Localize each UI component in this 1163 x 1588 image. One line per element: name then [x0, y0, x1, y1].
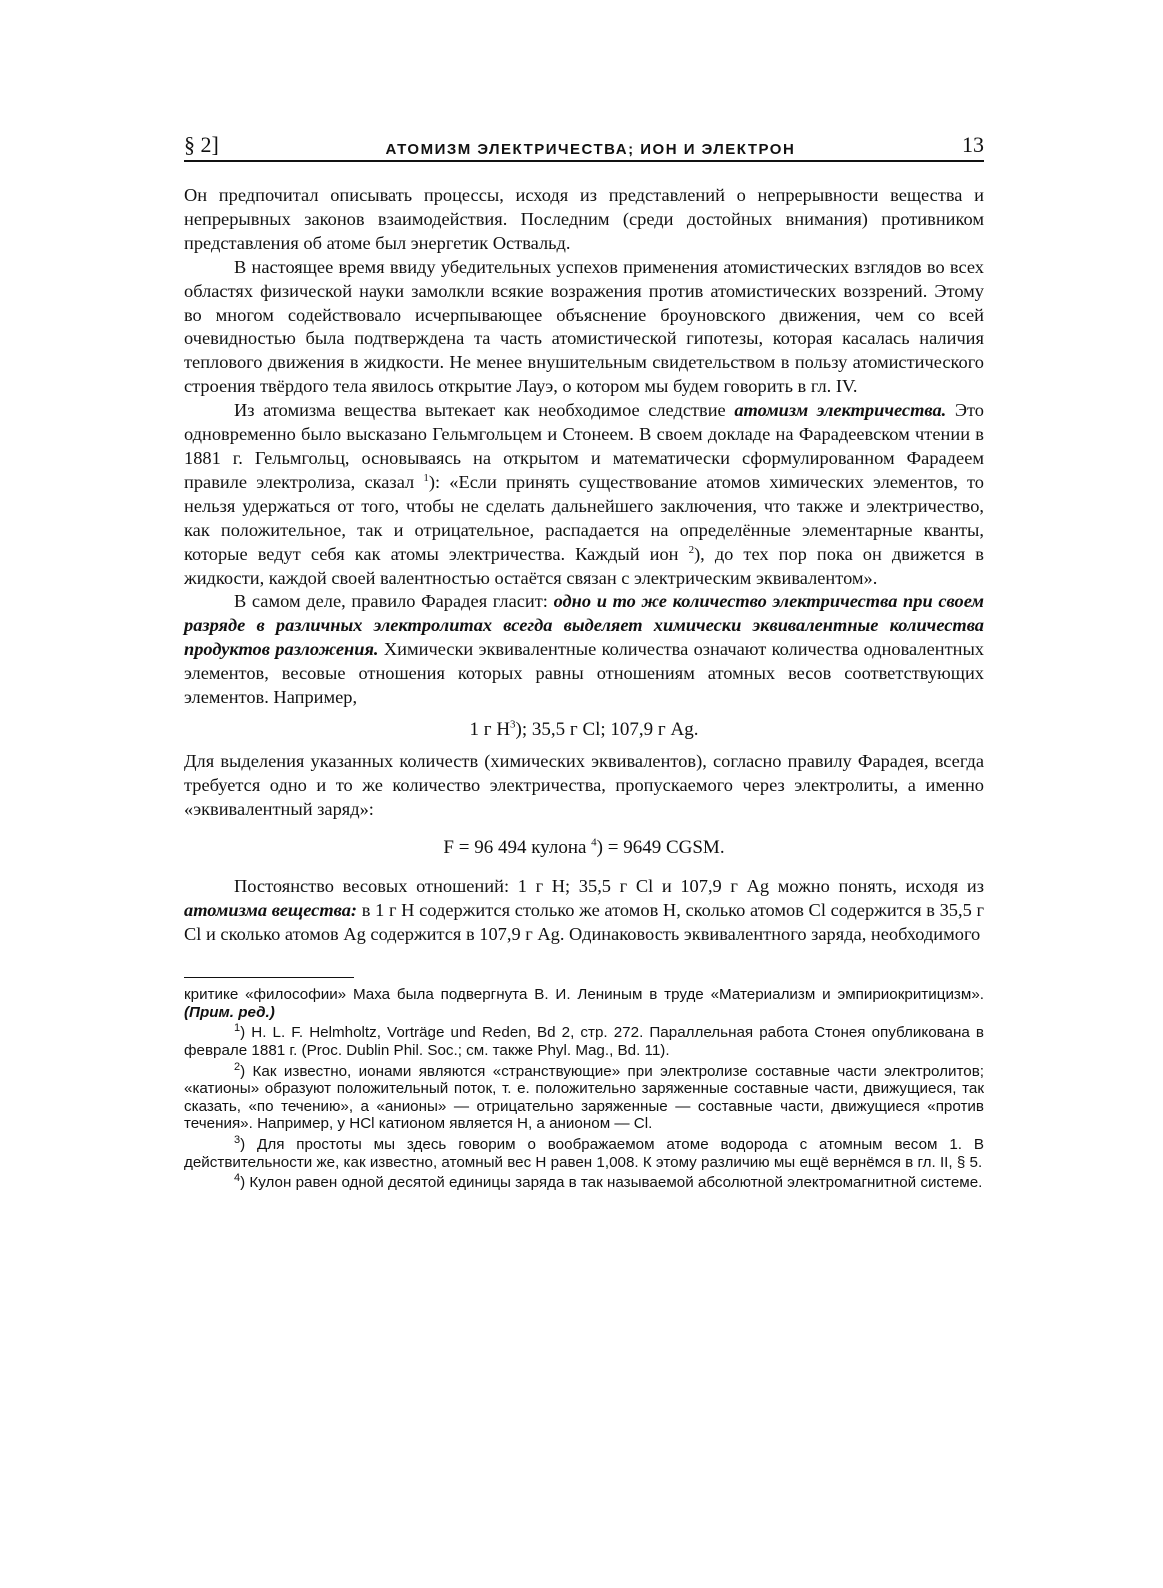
paragraph: В настоящее время ввиду убедительных успехов применения атомистических взглядов во всех областях физической науки замолкли всякие возражения против атомистических воззрений. Этому во многом содействовало исчерпывающее объяснение броуновского движения, чем со всей очевидностью была подтверждена та часть атомистической гипотезы, которая касалась наличия теплового движения в жидкости. Не менее внушительным свидетельством в пользу атомистического строения твёрдого тела явилось открытие Лауэ, о котором мы будем говорить в гл. IV.	[184, 256, 984, 397]
book-page	[184, 128, 984, 1195]
footnote-ref: 1	[423, 471, 429, 484]
page-number: 13	[962, 132, 984, 157]
emphasis: одно и то же количество электричества при своем разряде в различных электролитах всегда выделяет химически эквивалентные количества продуктов разложения.	[184, 591, 984, 660]
formula-faraday: F = 96 494 кулона $^4$) = 9649 CGSM.	[443, 836, 725, 858]
paragraph: Постоянство весовых отношений: 1 г H; 35,5 г Cl и 107,9 г Ag можно понять, исходя из атомизма вещества: в 1 г H содержится столько же атомов H, сколько атомов Cl содержится в 35,5 г Cl и сколько атомов Ag содержится в 107,9 г Ag. Одинаковость эквивалентного заряда, необходимого	[184, 876, 985, 945]
emphasis: атомизм электричества.	[734, 400, 947, 421]
footnotes	[184, 986, 984, 1192]
footnote: $^1$) H. L. F. Helmholtz, Vorträge und Reden, Bd 2, стр. 272. Параллельная работа Стонея опубликована в феврале 1881 г. (Proc. Dublin Phil. Soc.; см. также Phyl. Mag., Bd. 11).	[184, 1022, 984, 1059]
footnote: $^2$) Как известно, ионами являются «странствующие» при электролизе составные части электролитов; «катионы» образуют положительный поток, т. е. положительно заряженные составные части, движущиеся, так сказать, «по течению», а «анионы» — отрицательно заряженные — составные части, движущиеся «против течения». Например, у HCl катионом является H, а анионом — Cl.	[184, 1060, 984, 1133]
footnote: $^4$) Кулон равен одной десятой единицы заряда в так называемой абсолютной электромагнитной системе.	[234, 1172, 983, 1192]
main-text	[184, 184, 984, 947]
running-header	[184, 128, 984, 162]
footnote-ref: 4	[591, 836, 597, 849]
paragraph: Он предпочитал описывать процессы, исходя из представлений о непрерывности вещества и непрерывных законов взаимодействия. Последним (среди достойных внимания) противником представления об атоме был энергетик Оствальд.	[184, 185, 984, 253]
section-number: § 2]	[184, 132, 219, 157]
footnote-ref: 2	[688, 543, 695, 556]
paragraph: Для выделения указанных количеств (химических эквивалентов), согласно правилу Фарадея, всегда требуется одно и то же количество электричества, пропускаемого через электролиты, а именно «эквивалентный заряд»:	[184, 750, 984, 819]
footnote-divider	[184, 977, 354, 978]
paragraph: В самом деле, правило Фарадея гласит: одно и то же количество электричества при своем разряде в различных электролитах всегда выделяет химически эквивалентные количества продуктов разложения. Химически эквивалентные количества означают количества одновалентных элементов, весовые отношения которых равны отношениям атомных весов соответствующих элементов. Например,	[184, 591, 984, 708]
footnote: критике «философии» Маха была подвергнута В. И. Лениным в труде «Материализм и эмпириокритицизм». (Прим. ред.)	[184, 986, 984, 1021]
footnote: $^3$) Для простоты мы здесь говорим о воображаемом атоме водорода с атомным весом 1. В действительности же, как известно, атомный вес H равен 1,008. К этому различию мы ещё вернёмся в гл. II, § 5.	[184, 1133, 984, 1171]
formula-equivalents: 1 г $H^3$); 35,5 г Cl; 107,9 г Ag.	[469, 718, 699, 740]
chapter-title: АТОМИЗМ ЭЛЕКТРИЧЕСТВА; ИОН И ЭЛЕКТРОН	[385, 141, 796, 158]
emphasis: атомизма вещества:	[184, 900, 358, 921]
footnote-ref: 3	[510, 718, 516, 731]
paragraph: Из атомизма вещества вытекает как необходимое следствие атомизм электричества. Это одновременно было высказано Гельмгольцем и Стонеем. В своем докладе на Фарадеевском чтении в 1881 г. Гельмгольц, основываясь на открытом и математически сформулированном Фарадеем правиле электролиза, сказал $^1$): «Если принять существование атомов химических элементов, то нельзя удержаться от того, чтобы не сделать дальнейшего заключения, что также и электричество, как положительное, так и отрицательное, распадается на определённые элементарные кванты, которые ведут себя как атомы электричества. Каждый ион $^2$), до тех пор пока он движется в жидкости, каждой своей валентностью остаётся связан с электрическим эквивалентом».	[184, 400, 985, 588]
